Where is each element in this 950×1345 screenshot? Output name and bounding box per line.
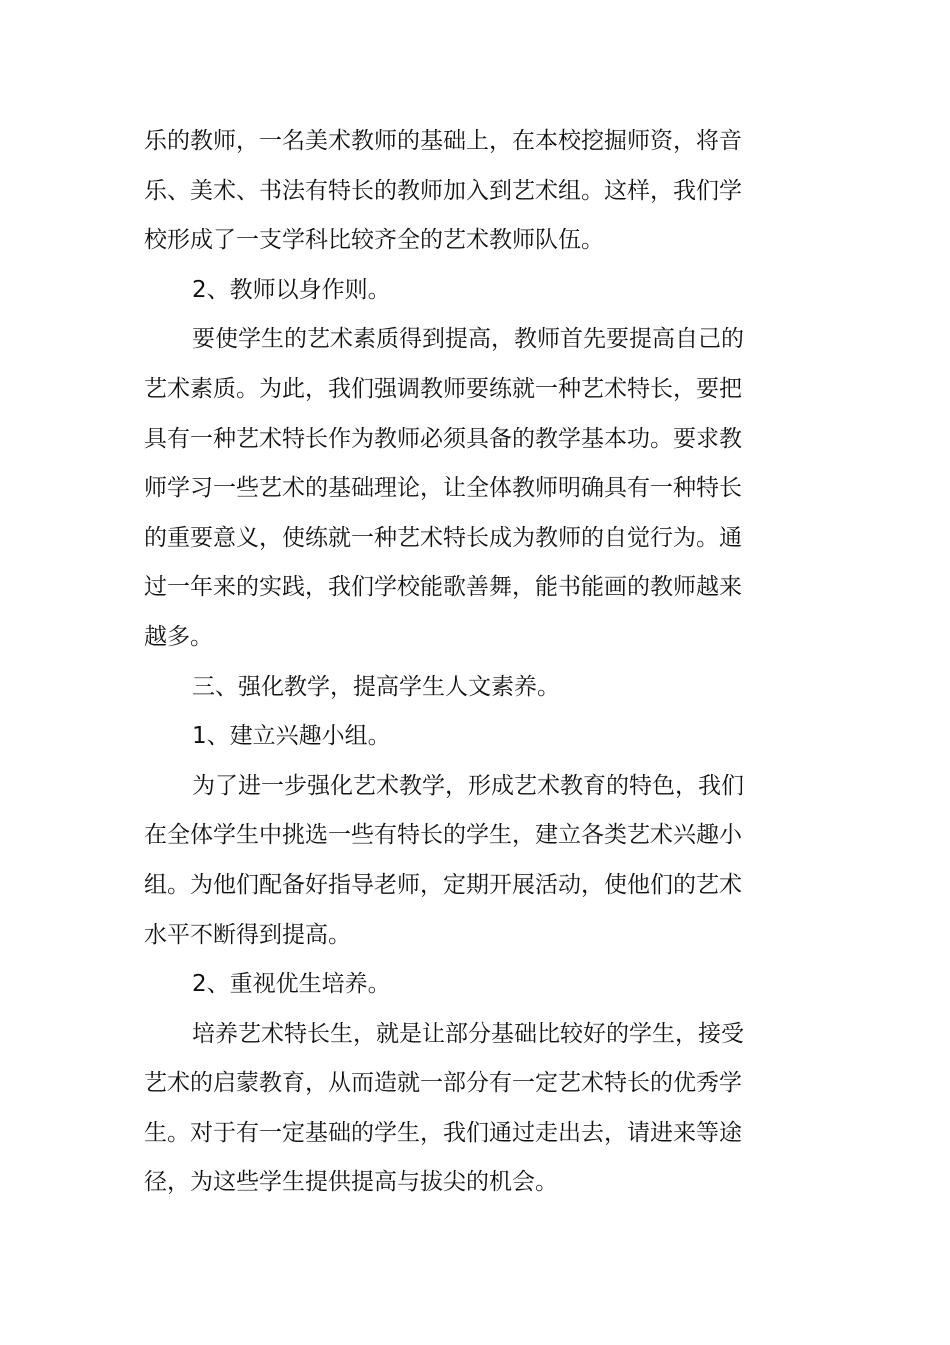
text-line: 组。为他们配备好指导老师，定期开展活动，使他们的艺术 <box>144 871 742 898</box>
text-line: 艺术素质。为此，我们强调教师要练就一种艺术特长，要把 <box>144 375 742 402</box>
text-line: 艺术的启蒙教育，从而造就一部分有一定艺术特长的优秀学 <box>144 1070 742 1097</box>
text-line: 水平不断得到提高。 <box>144 921 351 948</box>
subheading: 2、教师以身作则。 <box>192 276 391 303</box>
section-heading: 三、强化教学，提高学生人文素养。 <box>192 673 560 700</box>
text-line: 要使学生的艺术素质得到提高，教师首先要提高自己的 <box>192 326 744 353</box>
text-line: 的重要意义，使练就一种艺术特长成为教师的自觉行为。通 <box>144 524 742 551</box>
text-line: 具有一种艺术特长作为教师必须具备的教学基本功。要求教 <box>144 425 742 452</box>
subheading: 1、建立兴趣小组。 <box>192 723 391 750</box>
text-line: 师学习一些艺术的基础理论，让全体教师明确具有一种特长 <box>144 475 742 502</box>
text-line: 为了进一步强化艺术教学，形成艺术教育的特色，我们 <box>192 772 744 799</box>
text-line: 径，为这些学生提供提高与拔尖的机会。 <box>144 1169 558 1196</box>
subheading: 2、重视优生培养。 <box>192 971 391 998</box>
text-line: 生。对于有一定基础的学生，我们通过走出去，请进来等途 <box>144 1119 742 1146</box>
text-line: 过一年来的实践，我们学校能歌善舞，能书能画的教师越来 <box>144 574 742 601</box>
text-line: 乐、美术、书法有特长的教师加入到艺术组。这样，我们学 <box>144 177 742 204</box>
text-line: 校形成了一支学科比较齐全的艺术教师队伍。 <box>144 227 604 254</box>
text-line: 在全体学生中挑选一些有特长的学生，建立各类艺术兴趣小 <box>144 822 742 849</box>
text-line: 乐的教师，一名美术教师的基础上，在本校挖掘师资，将音 <box>144 128 742 154</box>
text-line: 越多。 <box>144 623 213 650</box>
text-line: 培养艺术特长生，就是让部分基础比较好的学生，接受 <box>192 1020 744 1047</box>
document-body <box>144 117 748 1208</box>
